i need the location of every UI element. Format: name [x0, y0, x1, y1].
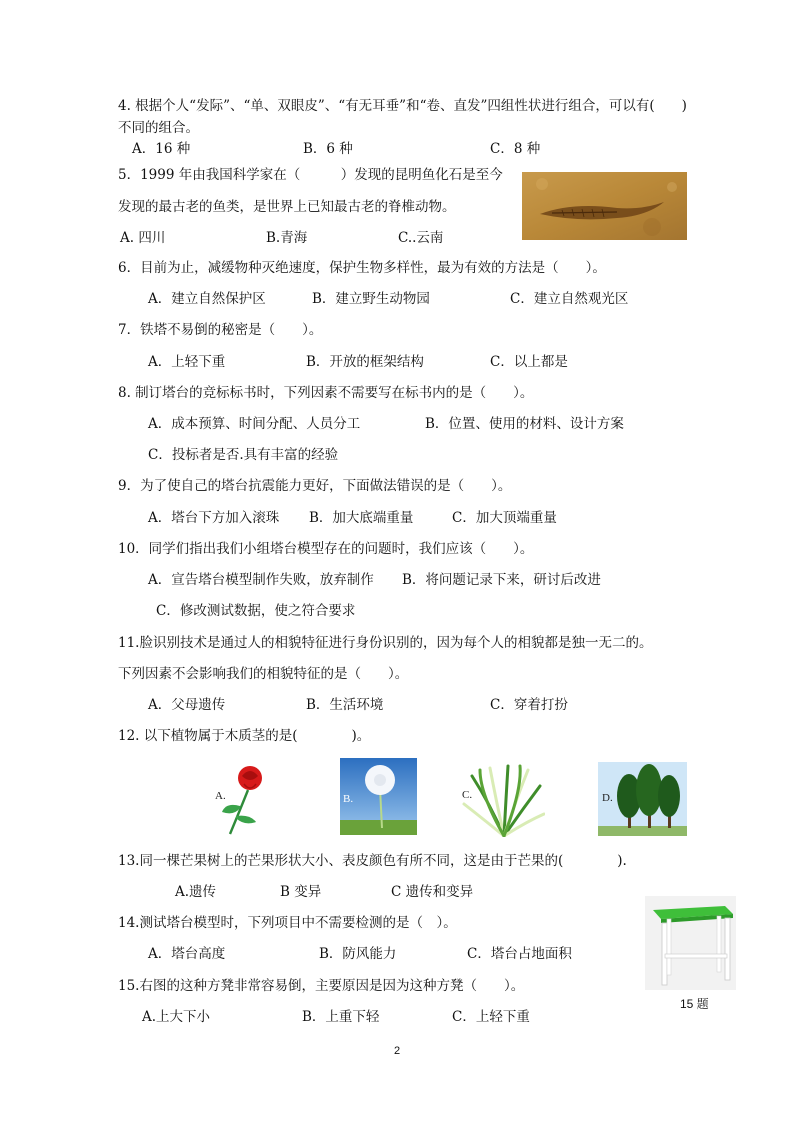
q14-option-a: A．塔台高度 — [148, 946, 226, 962]
q15-option-a: A.上大下小 — [142, 1009, 211, 1025]
q13-option-b: B 变异 — [280, 884, 322, 900]
q10-option-a: A．宣告塔台模型制作失败，放弃制作 — [148, 572, 374, 588]
q9-option-b: B．加大底端重量 — [309, 510, 414, 526]
q4-stem-line1: 4. 根据个人“发际”、“单、双眼皮”、“有无耳垂”和“卷、直发”四组性状进行组合，可以有( ) — [118, 98, 687, 114]
q7-stem: 7．铁塔不易倒的秘密是（ ）。 — [118, 322, 323, 338]
stool-image — [645, 896, 736, 990]
q9-option-c: C．加大顶端重量 — [452, 510, 557, 526]
q14-option-b: B．防风能力 — [319, 946, 397, 962]
q7-option-a: A．上轻下重 — [148, 354, 226, 370]
q6-option-a: A．建立自然保护区 — [148, 291, 266, 307]
q11-option-a: A．父母遗传 — [148, 697, 226, 713]
q5-stem-line1: 5．1999 年由我国科学家在（ ）发现的昆明鱼化石是至今 — [118, 167, 503, 183]
q14-option-c: C．塔台占地面积 — [467, 946, 572, 962]
q11-stem-line1: 11.脸识别技术是通过人的相貌特征进行身份识别的，因为每个人的相貌都是独一无二的。 — [118, 635, 653, 651]
q6-stem: 6．目前为止，减缓物种灭绝速度，保护生物多样性，最为有效的方法是（ ）。 — [118, 260, 606, 276]
q13-option-c: C 遗传和变异 — [391, 884, 474, 900]
q8-option-c: C．投标者是否.具有丰富的经验 — [148, 447, 339, 463]
q4-option-a: A．16 种 — [132, 141, 191, 157]
q7-option-b: B．开放的框架结构 — [306, 354, 424, 370]
spider-plant-image — [460, 764, 545, 837]
q4-option-c: C．8 种 — [490, 141, 541, 157]
q13-option-a: A.遗传 — [175, 884, 217, 900]
q6-option-c: C．建立自然观光区 — [510, 291, 629, 307]
q4-stem-line2: 不同的组合。 — [118, 120, 199, 136]
option-c-label: C. — [462, 789, 473, 801]
dandelion-image — [340, 758, 417, 835]
q11-stem-line2: 下列因素不会影响我们的相貌特征的是（ ）。 — [118, 666, 409, 682]
q11-option-c: C．穿着打扮 — [490, 697, 568, 713]
q6-option-b: B．建立野生动物园 — [312, 291, 430, 307]
option-d-label: D. — [602, 792, 613, 804]
q15-option-c: C．上轻下重 — [452, 1009, 530, 1025]
q10-option-b: B．将问题记录下来，研讨后改进 — [402, 572, 601, 588]
q9-stem: 9．为了使自己的塔台抗震能力更好，下面做法错误的是（ ）。 — [118, 478, 512, 494]
q5-option-b: B.青海 — [266, 230, 308, 246]
q15-stem: 15.右图的这种方凳非常容易倒，主要原因是因为这种方凳（ ）。 — [118, 978, 525, 994]
q5-option-c: C..云南 — [398, 230, 444, 246]
q8-stem: 8. 制订塔台的竞标标书时，下列因素不需要写在标书内的是（ ）。 — [118, 385, 534, 401]
option-a-label: A. — [215, 790, 226, 802]
page-number: 2 — [394, 1045, 401, 1057]
rose-image — [206, 762, 278, 836]
q13-stem: 13.同一棵芒果树上的芒果形状大小、表皮颜色有所不同，这是由于芒果的( ). — [118, 853, 627, 869]
option-b-label: B. — [343, 793, 354, 805]
stool-caption: 15 题 — [680, 997, 709, 1011]
q8-option-a: A．成本预算、时间分配、人员分工 — [148, 416, 361, 432]
q12-stem: 12. 以下植物属于木质茎的是( )。 — [118, 728, 371, 744]
q15-option-b: B．上重下轻 — [302, 1009, 380, 1025]
q5-stem-line2: 发现的最古老的鱼类，是世界上已知最古老的脊椎动物。 — [118, 199, 456, 215]
q5-option-a: A. 四川 — [120, 230, 166, 246]
q4-option-b: B．6 种 — [303, 141, 353, 157]
q10-stem: 10．同学们指出我们小组塔台模型存在的问题时，我们应该（ ）。 — [118, 541, 534, 557]
trees-image — [598, 762, 687, 836]
q7-option-c: C．以上都是 — [490, 354, 568, 370]
q10-option-c: C．修改测试数据，使之符合要求 — [156, 603, 356, 619]
q8-option-b: B．位置、使用的材料、设计方案 — [425, 416, 624, 432]
fish-fossil-image — [522, 172, 687, 240]
q11-option-b: B．生活环境 — [306, 697, 384, 713]
q9-option-a: A．塔台下方加入滚珠 — [148, 510, 280, 526]
q14-stem: 14.测试塔台模型时，下列项目中不需要检测的是（ ）。 — [118, 915, 457, 931]
